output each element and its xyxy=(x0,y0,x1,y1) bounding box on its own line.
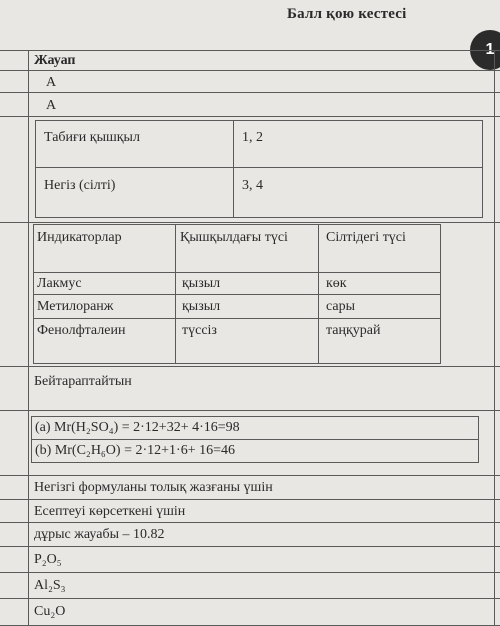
molar-mass-a: (а) Mr(H₂SO₄) = 2·12+32+ 4·16=98 xyxy=(35,420,240,435)
criterion-answer: дұрыс жауабы – 10.82 xyxy=(34,527,165,542)
acid-value: 1, 2 xyxy=(242,130,263,145)
indicator-acid-color: қызыл xyxy=(182,276,221,291)
row-line xyxy=(0,70,500,71)
indicator-name: Метилоранж xyxy=(37,299,114,314)
indicator-acid-color: түссіз xyxy=(182,323,217,338)
answer-1: А xyxy=(46,75,57,90)
row-line xyxy=(0,410,500,411)
indicator-header-base: Сілтідегі түсі xyxy=(326,230,406,245)
row-line xyxy=(0,499,500,500)
indicator-name: Лакмус xyxy=(37,276,82,291)
row-line xyxy=(0,572,500,573)
answer-column-header: Жауап xyxy=(34,53,76,68)
neutralizing-answer: Бейтараптайтын xyxy=(34,374,132,389)
row-line xyxy=(0,116,500,117)
formula-al2s3: Al₂S₃ xyxy=(34,578,66,593)
indicator-acid-color: қызыл xyxy=(182,299,221,314)
row-line xyxy=(0,522,500,523)
indicator-header-name: Индикаторлар xyxy=(37,230,122,245)
acid-label: Табиғи қышқыл xyxy=(44,130,140,145)
acid-base-divider xyxy=(233,120,234,217)
base-label: Негіз (сілті) xyxy=(44,178,116,193)
formula-p2o5: P₂O₅ xyxy=(34,552,62,567)
acid-base-row-line xyxy=(35,167,482,168)
indicator-header-acid: Қышқылдағы түсі xyxy=(180,230,288,245)
row-line xyxy=(0,475,500,476)
base-value: 3, 4 xyxy=(242,178,263,193)
row-line xyxy=(0,222,500,223)
table-right-border xyxy=(494,50,495,626)
page-title: Балл қою кестесі xyxy=(287,6,407,22)
row-line xyxy=(0,50,500,51)
answer-2: А xyxy=(46,98,57,113)
criterion-calculation: Есептеуі көрсеткені үшін xyxy=(34,504,186,519)
indicator-base-color: сары xyxy=(326,299,356,314)
molar-mass-b: (b) Mr(C₂H₆O) = 2·12+1·6+ 16=46 xyxy=(35,443,235,458)
indicator-base-color: таңқурай xyxy=(326,323,381,338)
indicator-row-line xyxy=(33,294,440,295)
indicator-row-line xyxy=(33,272,440,273)
indicator-row-line xyxy=(33,318,440,319)
score-table xyxy=(0,50,500,626)
formula-cu2o: Cu₂O xyxy=(34,604,66,619)
row-line xyxy=(0,92,500,93)
column-divider xyxy=(28,50,29,626)
molar-mass-row-line xyxy=(31,439,478,440)
indicator-name: Фенолфталеин xyxy=(37,323,126,338)
row-line xyxy=(0,546,500,547)
row-line xyxy=(0,598,500,599)
indicator-base-color: көк xyxy=(326,276,347,291)
criterion-formula: Негізгі формуланы толық жазғаны үшін xyxy=(34,480,273,495)
row-line xyxy=(0,366,500,367)
